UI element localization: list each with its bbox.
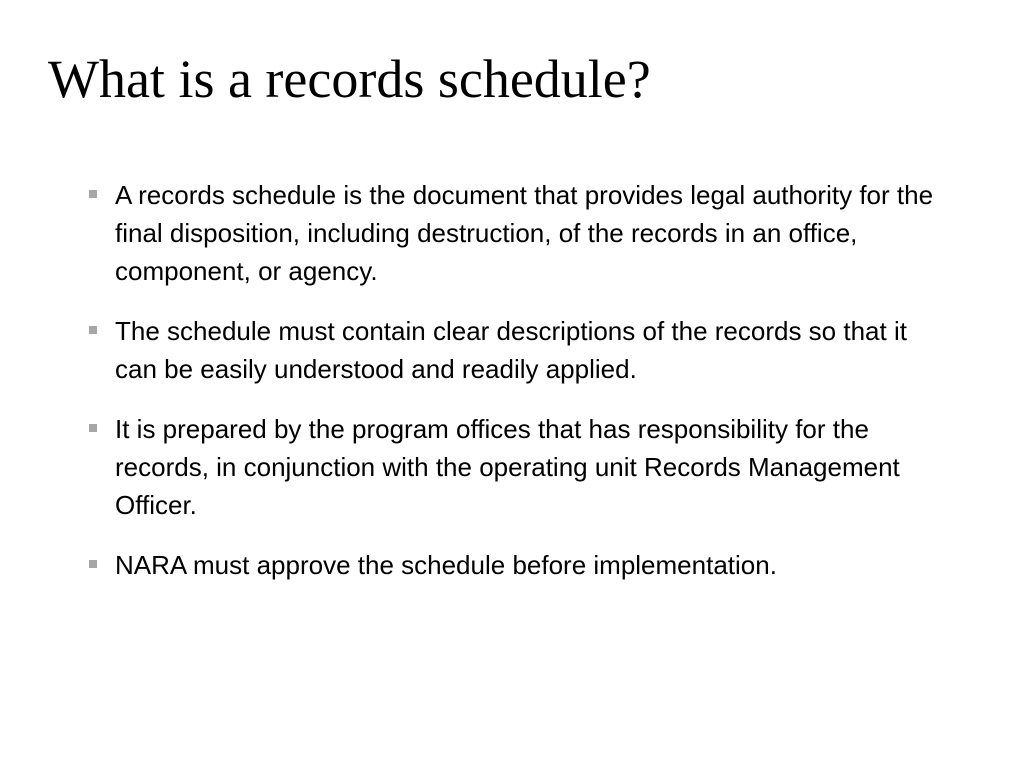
slide-title: What is a records schedule?	[48, 49, 651, 109]
bullet-item	[88, 176, 948, 290]
square-bullet-icon	[89, 190, 97, 198]
bullet-item	[88, 546, 948, 584]
square-bullet-icon	[89, 424, 97, 432]
bullet-text: NARA must approve the schedule before implementation.	[115, 550, 777, 580]
bullet-item	[88, 312, 948, 388]
bullet-list	[88, 176, 948, 606]
square-bullet-icon	[89, 326, 97, 334]
bullet-item	[88, 410, 948, 524]
bullet-text: It is prepared by the program offices that has responsibility for the records, in conjunction with the operating unit Records Management Officer.	[115, 414, 900, 520]
bullet-text: The schedule must contain clear descriptions of the records so that it can be easily understood and readily applied.	[115, 316, 907, 384]
bullet-text: A records schedule is the document that provides legal authority for the final disposition, including destruction, of the records in an office, component, or agency.	[115, 180, 934, 286]
square-bullet-icon	[89, 560, 97, 568]
